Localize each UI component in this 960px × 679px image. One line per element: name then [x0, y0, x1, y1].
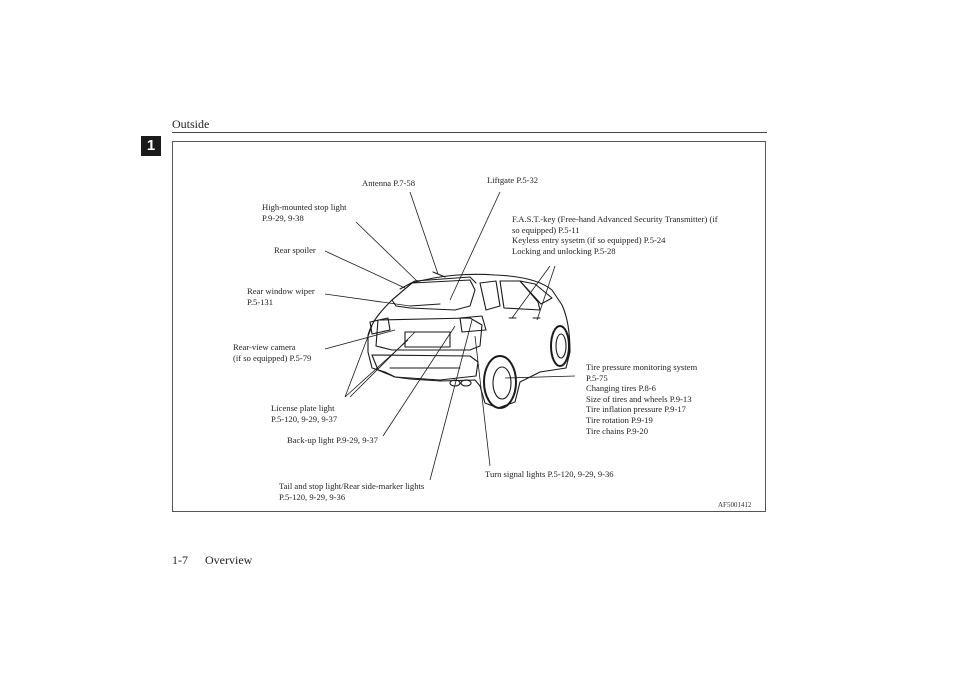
side-window-front	[500, 281, 540, 310]
leader-spoiler	[325, 251, 405, 288]
leader-liftgate	[450, 192, 500, 300]
exhaust-right	[461, 380, 471, 386]
label-back-up-light: Back-up light P.9-29, 9-37	[287, 435, 378, 445]
page-number: 1-7	[172, 553, 188, 567]
leader-camera	[325, 330, 395, 349]
antenna-shape	[433, 272, 445, 277]
leader-tail-1	[430, 320, 472, 480]
leader-antenna	[410, 192, 438, 274]
label-tail-stop-light: Tail and stop light/Rear side-marker lights P.5-120, 9-29, 9-36	[279, 481, 425, 502]
liftgate-panel	[376, 318, 482, 350]
label-antenna: Antenna P.7-58	[362, 178, 415, 188]
leader-plate-1	[350, 332, 415, 397]
leader-turn	[475, 336, 490, 466]
label-turn-signal: Turn signal lights P.5-120, 9-29, 9-36	[485, 469, 614, 479]
leader-tail-2	[345, 326, 372, 397]
rear-wiper	[410, 304, 440, 306]
leader-fast-key-2	[537, 266, 555, 320]
side-window-rear	[480, 281, 500, 310]
label-tire-pressure: Tire pressure monitoring system P.5-75 Changing tires P.8-6 Size of tires and wheels P.9-13 Tire inflation pressure P.9-17 Tire rotation P.9-19 Tire chains P.9-20	[586, 362, 698, 436]
label-rear-view-camera: Rear-view camera (if so equipped) P.5-79	[233, 342, 312, 363]
section-name: Overview	[205, 553, 253, 567]
figure-id: AF5001412	[718, 501, 752, 509]
label-fast-key: F.A.S.T.-key (Free-hand Advanced Security Transmitter) (if so equipped) P.5-11 Keyless entry sysetm (if so equipped) P.5-24 Locking and unlocking P.5-28	[512, 214, 718, 256]
leader-high-stop	[356, 222, 418, 282]
license-plate	[405, 332, 450, 347]
page-footer	[172, 553, 266, 568]
label-rear-spoiler: Rear spoiler	[274, 245, 316, 255]
label-liftgate: Liftgate P.5-32	[487, 175, 539, 185]
roof-spoiler	[400, 277, 476, 289]
label-high-mounted-stop-light: High-mounted stop light P.9-29, 9-38	[262, 202, 347, 223]
page-header-title: Outside	[172, 117, 210, 131]
chapter-tab[interactable]: 1	[141, 136, 161, 156]
label-rear-window-wiper: Rear window wiper P.5-131	[247, 286, 315, 307]
label-license-plate-light: License plate light P.5-120, 9-29, 9-37	[271, 403, 338, 424]
